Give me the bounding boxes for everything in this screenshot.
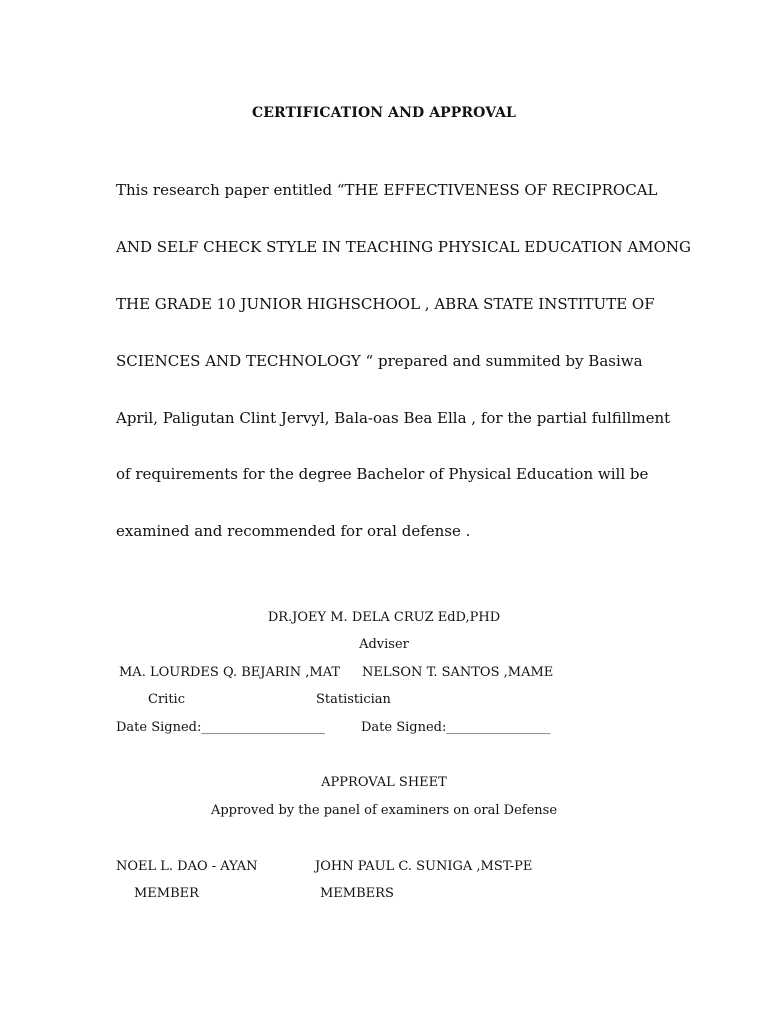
member-1-name: NOEL L. DAO - AYAN bbox=[116, 859, 258, 874]
body-line-6: of requirements for the degree Bachelor of Physical Education will be bbox=[116, 465, 649, 483]
statistician-role: Statistician bbox=[316, 692, 391, 707]
member-2-role: MEMBERS bbox=[320, 886, 394, 901]
member-2-name: JOHN PAUL C. SUNIGA ,MST-PE bbox=[315, 859, 533, 874]
approval-statement: Approved by the panel of examiners on oral Defense bbox=[210, 803, 558, 818]
critic-name: MA. LOURDES Q. BEJARIN ,MAT bbox=[119, 665, 341, 680]
member-1-role: MEMBER bbox=[134, 886, 199, 901]
critic-role: Critic bbox=[148, 692, 185, 707]
adviser-name: DR.JOEY M. DELA CRUZ EdD,PHD bbox=[267, 610, 501, 625]
body-line-5: April, Paligutan Clint Jervyl, Bala-oas Bea Ella , for the partial fulfillment bbox=[116, 409, 671, 427]
critic-date-signed: Date Signed:___________________ bbox=[116, 720, 325, 735]
statistician-date-signed: Date Signed:________________ bbox=[361, 720, 551, 735]
body-line-4: SCIENCES AND TECHNOLOGY “ prepared and summited by Basiwa bbox=[116, 352, 643, 370]
statistician-name: NELSON T. SANTOS ,MAME bbox=[362, 665, 554, 680]
approval-heading: APPROVAL SHEET bbox=[321, 775, 447, 790]
page-title: CERTIFICATION AND APPROVAL bbox=[252, 105, 516, 121]
body-line-2: AND SELF CHECK STYLE IN TEACHING PHYSICAL EDUCATION AMONG bbox=[116, 238, 692, 256]
adviser-role: Adviser bbox=[359, 637, 409, 652]
body-line-7: examined and recommended for oral defense . bbox=[116, 522, 471, 540]
body-line-3: THE GRADE 10 JUNIOR HIGHSCHOOL , ABRA STATE INSTITUTE OF bbox=[116, 295, 655, 313]
body-line-1: This research paper entitled “THE EFFECTIVENESS OF RECIPROCAL bbox=[116, 181, 658, 199]
